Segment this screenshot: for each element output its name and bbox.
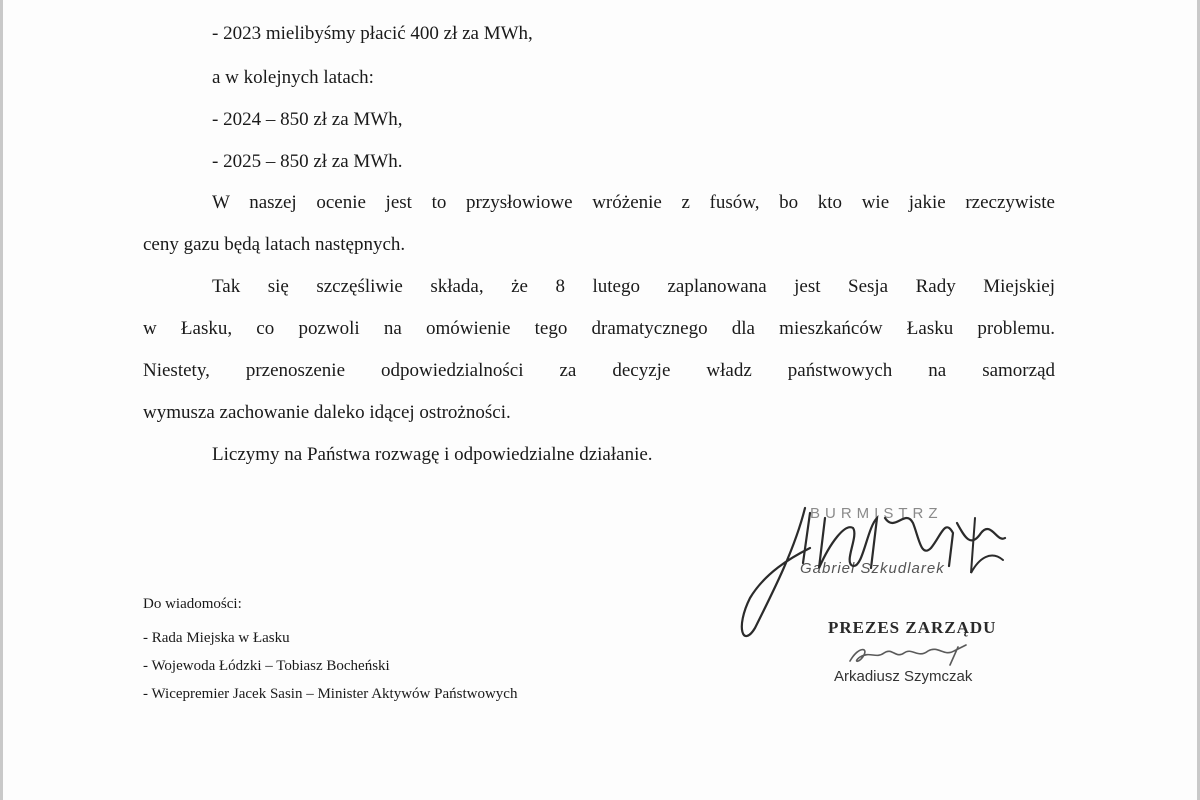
paragraph-2-line-2: w Łasku, co pozwoli na omówienie tego dramatycznego dla mieszkańców Łasku problemu. — [143, 318, 1055, 339]
paragraph-2-line-3: Niestety, przenoszenie odpowiedzialności za decyzje władz państwowych na samorząd — [143, 360, 1055, 381]
mayor-stamp-title: BURMISTRZ — [810, 505, 943, 522]
ceo-name: Arkadiusz Szymczak — [834, 668, 973, 685]
paragraph-1-line-2: ceny gazu będą latach następnych. — [143, 234, 406, 255]
ceo-title: PREZES ZARZĄDU — [828, 618, 997, 637]
distribution-item: - Wojewoda Łódzki – Tobiasz Bocheński — [143, 658, 390, 674]
price-2024-line: - 2024 – 850 zł za MWh, — [212, 109, 403, 130]
paragraph-1-line-1: W naszej ocenie jest to przysłowiowe wróżenie z fusów, bo kto wie jakie rzeczywiste — [212, 192, 1055, 213]
distribution-item: - Rada Miejska w Łasku — [143, 630, 290, 646]
page-border-left — [0, 0, 3, 800]
mayor-stamp-name: Gabriel Szkudlarek — [800, 560, 945, 577]
paragraph-2-line-1: Tak się szczęśliwie składa, że 8 lutego zaplanowana jest Sesja Rady Miejskiej — [212, 276, 1055, 297]
paragraph-3: Liczymy na Państwa rozwagę i odpowiedzialne działanie. — [212, 444, 653, 465]
distribution-item: - Wicepremier Jacek Sasin – Minister Aktywów Państwowych — [143, 686, 518, 702]
price-2023-line: - 2023 mielibyśmy płacić 400 zł za MWh, — [212, 23, 533, 44]
paragraph-2-line-4: wymusza zachowanie daleko idącej ostrożności. — [143, 402, 511, 423]
distribution-heading: Do wiadomości: — [143, 596, 242, 612]
next-years-line: a w kolejnych latach: — [212, 67, 374, 88]
ceo-signature-icon — [846, 641, 976, 669]
price-2025-line: - 2025 – 850 zł za MWh. — [212, 151, 403, 172]
